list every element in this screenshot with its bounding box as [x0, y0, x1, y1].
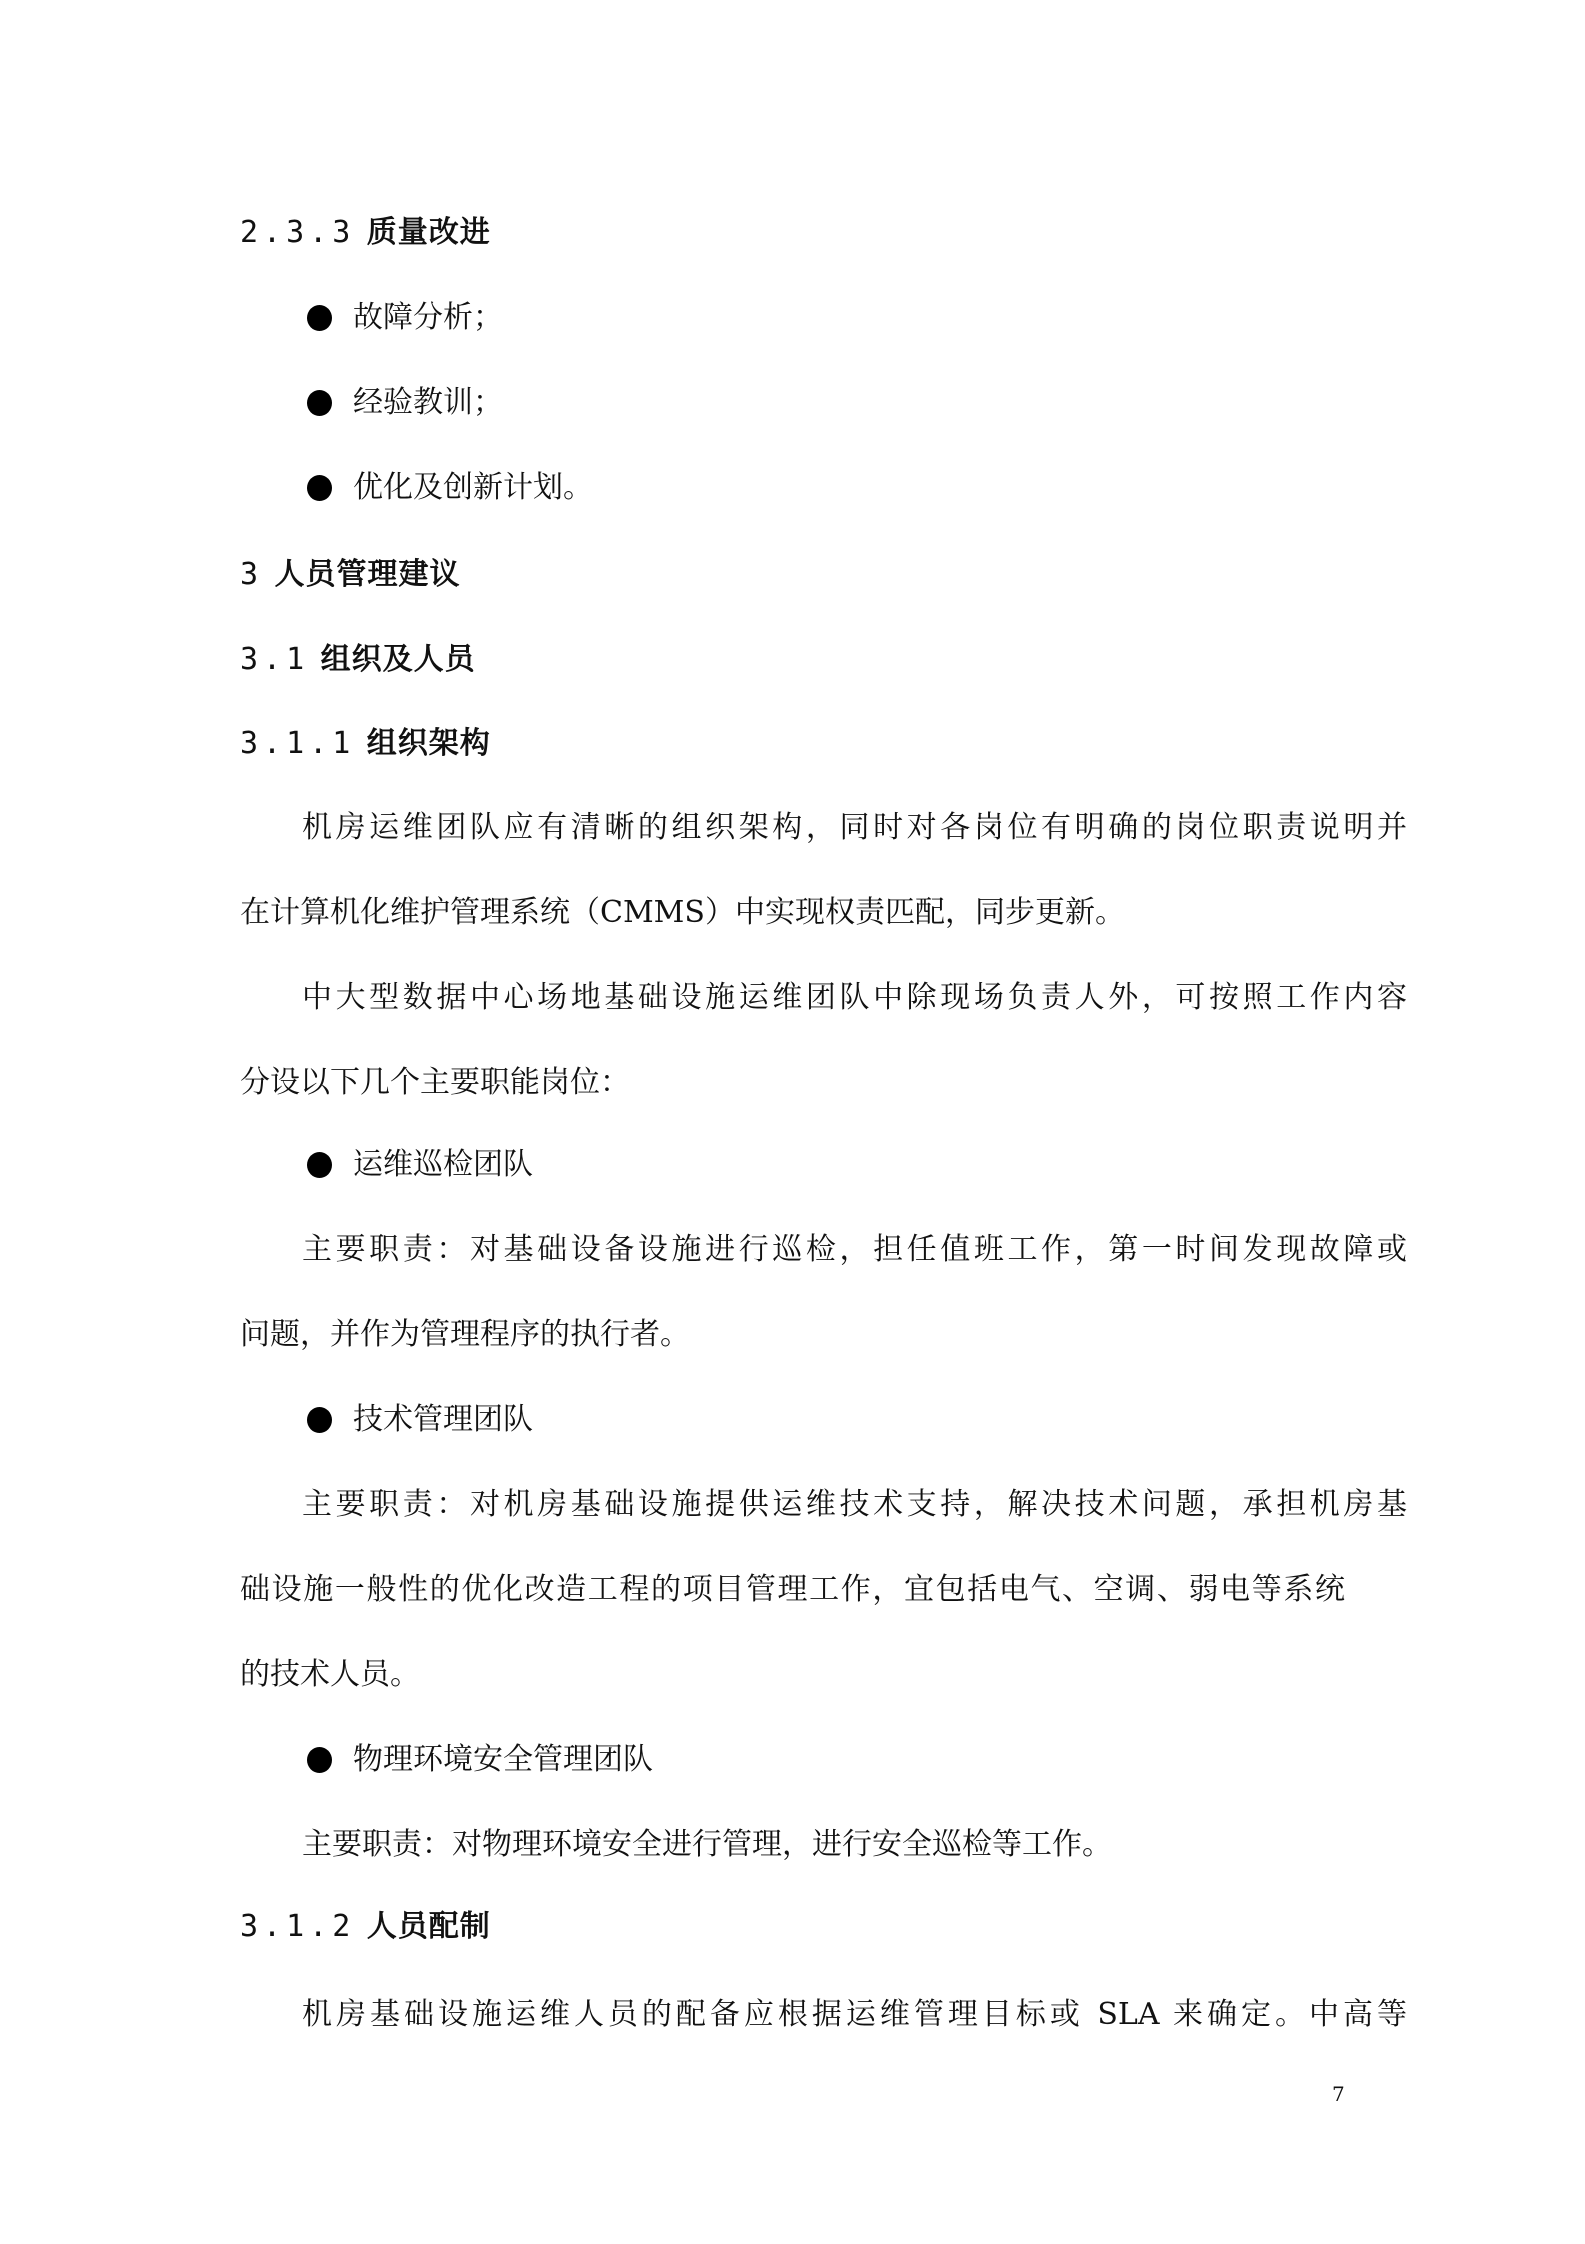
bullet-text: 运维巡检团队	[353, 1147, 533, 1182]
heading-number: 3.1.1	[240, 726, 356, 761]
bullet-icon	[307, 390, 332, 416]
heading-text: 人员配制	[366, 1909, 491, 1944]
bullet-item	[305, 383, 1410, 423]
paragraph-line: 中大型数据中心场地基础设施运维团队中除现场负责人外，可按照工作内容	[302, 980, 1407, 1015]
bullet-item	[305, 468, 1410, 508]
bullet-item	[305, 298, 1410, 338]
paragraph-line: 主要职责：对基础设备设施进行巡检，担任值班工作，第一时间发现故障或	[302, 1232, 1407, 1267]
bullet-text: 故障分析；	[353, 300, 503, 335]
paragraph-line: 础设施一般性的优化改造工程的项目管理工作，宜包括电气、空调、弱电等系统	[240, 1572, 1345, 1607]
bullet-item	[305, 1145, 1410, 1185]
bullet-text: 经验教训；	[353, 385, 503, 420]
bullet-item	[305, 1400, 1410, 1440]
bullet-icon	[307, 1747, 332, 1773]
paragraph-line: 主要职责：对机房基础设施提供运维技术支持，解决技术问题，承担机房基	[302, 1487, 1407, 1522]
heading-3-1-1	[240, 724, 1345, 764]
paragraph-line: 分设以下几个主要职能岗位：	[240, 1065, 630, 1100]
heading-3	[240, 555, 1345, 595]
bullet-icon	[307, 1407, 332, 1433]
heading-text: 质量改进	[366, 215, 491, 250]
paragraph-line: 在计算机化维护管理系统（CMMS）中实现权责匹配，同步更新。	[240, 895, 1125, 930]
heading-number: 3	[240, 557, 264, 592]
heading-3-1	[240, 640, 1345, 680]
bullet-icon	[307, 305, 332, 331]
heading-number: 3.1	[240, 642, 310, 677]
bullet-text: 优化及创新计划。	[353, 470, 593, 505]
bullet-icon	[307, 1152, 332, 1178]
heading-number: 2.3.3	[240, 215, 356, 250]
heading-2-3-3	[240, 213, 1345, 253]
heading-text: 人员管理建议	[274, 557, 461, 592]
page-number: 7	[1332, 2082, 1345, 2106]
heading-text: 组织架构	[366, 726, 491, 761]
heading-text: 组织及人员	[320, 642, 476, 677]
paragraph-line: 机房运维团队应有清晰的组织架构，同时对各岗位有明确的岗位职责说明并	[302, 810, 1407, 845]
bullet-text: 物理环境安全管理团队	[353, 1742, 653, 1777]
bullet-text: 技术管理团队	[353, 1402, 533, 1437]
paragraph-line: 问题，并作为管理程序的执行者。	[240, 1317, 690, 1352]
paragraph-line: 的技术人员。	[240, 1657, 420, 1692]
paragraph-line: 机房基础设施运维人员的配备应根据运维管理目标或 SLA 来确定。中高等	[302, 1997, 1407, 2032]
heading-3-1-2	[240, 1907, 1345, 1947]
heading-number: 3.1.2	[240, 1909, 356, 1944]
bullet-icon	[307, 475, 332, 501]
bullet-item	[305, 1740, 1410, 1780]
paragraph-line: 主要职责：对物理环境安全进行管理，进行安全巡检等工作。	[302, 1827, 1112, 1862]
